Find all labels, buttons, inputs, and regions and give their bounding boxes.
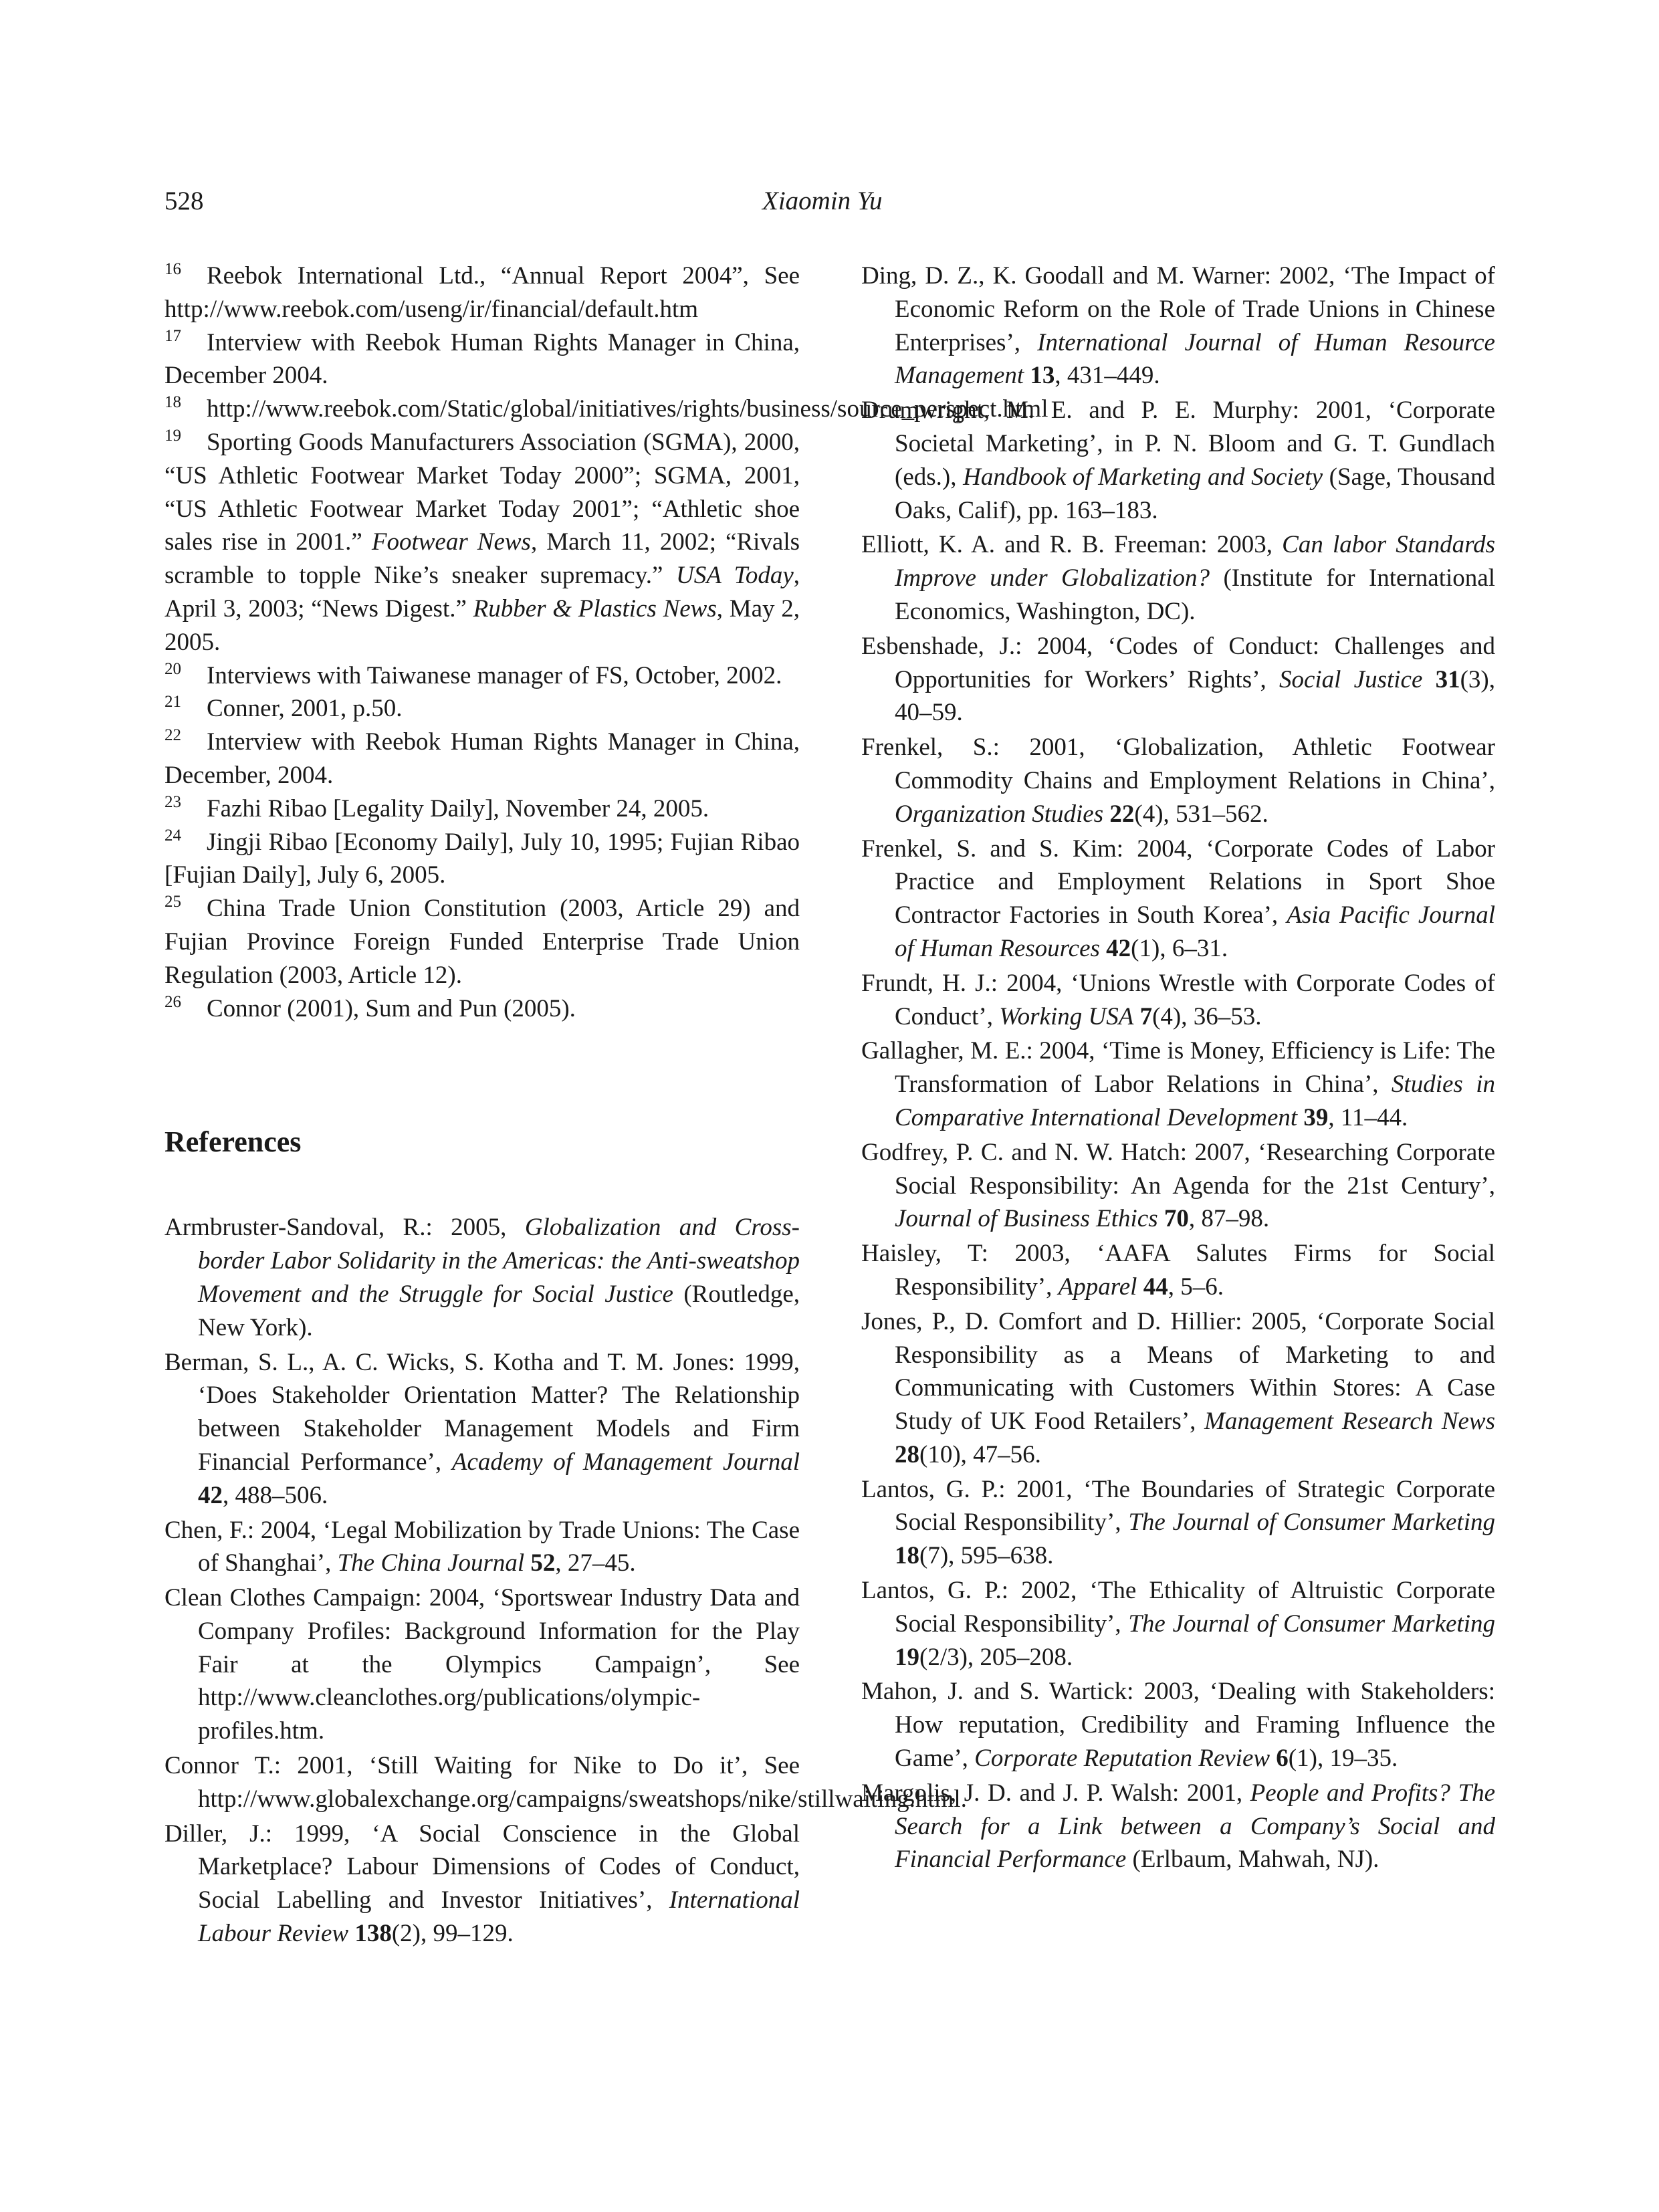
text-span: Esbenshade, J.: 2004, ‘Codes of Conduct: Challenges and Opportunities for Workers’ Rights’, <box>861 632 1495 693</box>
text-span: (1), 6–31. <box>1131 934 1228 962</box>
italic-title: The China Journal <box>337 1549 525 1577</box>
endnote-number: 19 <box>164 426 181 445</box>
volume-number: 138 <box>354 1920 392 1948</box>
italic-title: Organization Studies <box>895 800 1104 828</box>
volume-number: 18 <box>895 1542 919 1570</box>
volume-number: 39 <box>1303 1103 1329 1131</box>
reference-entry <box>861 1473 1495 1573</box>
text-span: Margolis, J. D. and J. P. Walsh: 2001, <box>861 1779 1250 1807</box>
text-span <box>1422 666 1435 693</box>
italic-title: Management Research News <box>1204 1408 1495 1436</box>
endnote <box>164 326 800 393</box>
text-span: (7), 595–638. <box>919 1542 1054 1570</box>
right-column <box>861 259 1495 1878</box>
reference-entry <box>164 1211 800 1344</box>
text-span: , April 3, 2003; “News Digest.” <box>164 562 800 623</box>
text-span: Connor T.: 2001, ‘Still Waiting for Nike to Do it’, See http://www.globalexchange.org/campaigns/sweatshops/nike/stillwaiting.html. <box>164 1752 967 1813</box>
endnote <box>164 426 800 659</box>
endnote-number: 26 <box>164 992 181 1011</box>
text-span: (2/3), 205–208. <box>919 1643 1073 1671</box>
text-span: , 431–449. <box>1055 362 1160 390</box>
text-span: Clean Clothes Campaign: 2004, ‘Sportswear Industry Data and Company Profiles: Background Information for the Play Fair at the Olympics Campaign’, See http://www.cleanclothes.org/publications/olympic-profiles.htm. <box>164 1584 800 1745</box>
italic-title: Apparel <box>1058 1273 1137 1301</box>
reference-entry <box>861 1574 1495 1674</box>
volume-number: 70 <box>1164 1205 1189 1233</box>
reference-entry <box>164 1581 800 1748</box>
volume-number: 6 <box>1276 1745 1289 1773</box>
reference-entry <box>861 1777 1495 1876</box>
reference-entry <box>164 1749 967 1816</box>
endnote <box>164 992 800 1026</box>
reference-entry <box>164 1817 800 1951</box>
reference-entry <box>861 967 1495 1034</box>
reference-entry <box>164 1514 800 1581</box>
text-span: Frundt, H. J.: 2004, ‘Unions Wrestle with Corporate Codes of Conduct’, <box>861 969 1495 1030</box>
text-span: (3), 40–59. <box>895 665 1495 727</box>
reference-entry <box>861 528 1495 628</box>
volume-number: 13 <box>1030 362 1055 390</box>
endnote-text: Connor (2001), Sum and Pun (2005). <box>207 994 576 1022</box>
text-span: Frenkel, S. and S. Kim: 2004, ‘Corporate Codes of Labor Practice and Employment Relations in Sport Shoe Contractor Factories in South Korea’, <box>861 835 1495 929</box>
text-span: (Erlbaum, Mahwah, NJ). <box>1126 1846 1379 1874</box>
endnote-text: China Trade Union Constitution (2003, Article 29) and Fujian Province Foreign Funded Enterprise Trade Union Regulation (2003, Article 12). <box>164 895 800 989</box>
text-span: (4), 36–53. <box>1152 1002 1262 1030</box>
endnote-number: 23 <box>164 792 181 811</box>
volume-number: 22 <box>1109 800 1135 828</box>
text-span: (2), 99–129. <box>391 1920 514 1948</box>
italic-title: International Journal of Human Resource Management <box>895 328 1495 390</box>
text-span: (Sage, Thousand Oaks, Calif), pp. 163–183. <box>895 463 1496 524</box>
text-span <box>1133 1003 1139 1030</box>
endnote-text: Interview with Reebok Human Rights Manager in China, December, 2004. <box>164 728 800 789</box>
italic-title: USA Today <box>675 562 794 590</box>
endnote-number: 20 <box>164 659 181 678</box>
reference-entry <box>861 1034 1495 1134</box>
endnote <box>164 892 800 992</box>
text-span: , 11–44. <box>1328 1103 1408 1131</box>
endnote <box>164 692 800 726</box>
reference-entry <box>861 259 1495 393</box>
endnote <box>164 826 800 893</box>
endnote <box>164 393 1048 426</box>
italic-title: Rubber & Plastics News <box>473 594 717 623</box>
references-heading: References <box>164 1125 302 1159</box>
reference-entry <box>861 833 1495 966</box>
reference-entry <box>861 731 1495 831</box>
italic-title: Handbook of Marketing and Society <box>963 463 1323 491</box>
italic-title: International Labour Review <box>198 1886 800 1948</box>
endnote <box>164 726 800 792</box>
text-span: Gallagher, M. E.: 2004, ‘Time is Money, Efficiency is Life: The Transformation of Labor Relations in China’, <box>861 1037 1495 1099</box>
text-span: (10), 47–56. <box>919 1440 1041 1468</box>
italic-title: Globalization and Cross-border Labor Solidarity in the Americas: the Anti-sweatshop Movement and the Struggle for Social Justice <box>198 1214 800 1308</box>
volume-number: 42 <box>198 1481 223 1509</box>
italic-title: Journal of Business Ethics <box>895 1205 1158 1233</box>
endnote-number: 16 <box>164 260 181 278</box>
endnote-number: 22 <box>164 726 181 745</box>
endnote-text: Reebok International Ltd., “Annual Report 2004”, See http://www.reebok.com/useng/ir/financial/default.htm <box>164 262 800 323</box>
italic-title: Footwear News <box>371 528 531 556</box>
endnote-number: 24 <box>164 826 181 845</box>
italic-title: Academy of Management Journal <box>451 1448 800 1476</box>
endnote-text: Fazhi Ribao [Legality Daily], November 24, 2005. <box>207 794 709 822</box>
reference-entry <box>861 1136 1495 1236</box>
text-span: (Routledge, New York). <box>198 1280 800 1341</box>
text-span: (Institute for International Economics, Washington, DC). <box>895 564 1495 625</box>
endnote-text: Conner, 2001, p.50. <box>207 695 403 723</box>
text-span: (4), 531–562. <box>1134 800 1268 828</box>
text-span <box>1100 935 1106 962</box>
text-span: Mahon, J. and S. Wartick: 2003, ‘Dealing with Stakeholders: How reputation, Credibility and Framing Influence the Game’, <box>861 1678 1495 1773</box>
text-span: Drumwright, M. E. and P. E. Murphy: 2001, ‘Corporate Societal Marketing’, in P. N. Bloom and G. T. Gundlach (eds.), <box>861 397 1495 491</box>
text-span <box>348 1920 354 1947</box>
volume-number: 31 <box>1435 665 1460 693</box>
reference-entry <box>164 1346 800 1513</box>
text-span: , 5–6. <box>1168 1273 1224 1301</box>
italic-title: The Journal of Consumer Marketing <box>1128 1509 1495 1537</box>
endnote <box>164 259 800 326</box>
volume-number: 52 <box>530 1549 556 1577</box>
text-span: Frenkel, S.: 2001, ‘Globalization, Athletic Footwear Commodity Chains and Employment Relations in China’, <box>861 734 1495 794</box>
text-span: Sporting Goods Manufacturers Association (SGMA), 2000, “US Athletic Footwear Market Today 2000”; SGMA, 2001, “US Athletic Footwear Market Today 2001”; “Athletic shoe sales rise in 2001.” <box>164 428 800 556</box>
text-span: , May 2, 2005. <box>164 594 800 656</box>
italic-title: Social Justice <box>1279 665 1423 693</box>
endnote-number: 21 <box>164 693 181 711</box>
running-head-author: Xiaomin Yu <box>762 187 883 215</box>
volume-number: 7 <box>1139 1002 1153 1030</box>
text-span: Haisley, T: 2003, ‘AAFA Salutes Firms for Social Responsibility’, <box>861 1240 1495 1301</box>
text-span: , 488–506. <box>223 1481 328 1509</box>
reference-entry <box>861 1237 1495 1304</box>
endnote-number: 17 <box>164 326 181 345</box>
text-span: Godfrey, P. C. and N. W. Hatch: 2007, ‘Researching Corporate Social Responsibility: An Agenda for the 21st Century’, <box>861 1138 1495 1200</box>
endnote-text: Interviews with Taiwanese manager of FS, October, 2002. <box>207 661 782 689</box>
volume-number: 44 <box>1143 1273 1168 1301</box>
endnote-number: 25 <box>164 893 181 911</box>
text-span: , 27–45. <box>555 1549 636 1577</box>
text-span: Diller, J.: 1999, ‘A Social Conscience in the Global Marketplace? Labour Dimensions of Codes of Conduct, Social Labelling and Investor Initiatives’, <box>164 1819 800 1914</box>
text-span: Armbruster-Sandoval, R.: 2005, <box>164 1214 525 1242</box>
text-span: Ding, D. Z., K. Goodall and M. Warner: 2002, ‘The Impact of Economic Reform on the Role of Trade Unions in Chinese Enterprises’, <box>861 262 1495 356</box>
text-span <box>1103 800 1109 828</box>
italic-title: The Journal of Consumer Marketing <box>1128 1610 1495 1638</box>
endnote <box>164 792 800 826</box>
volume-number: 19 <box>895 1643 919 1671</box>
references-list-right <box>861 259 1495 1876</box>
italic-title: Studies in Comparative International Development <box>895 1071 1495 1131</box>
text-span: Jones, P., D. Comfort and D. Hillier: 2005, ‘Corporate Social Responsibility as a Means of Marketing to and Communicating with Customers Within Stores: A Case Study of UK Food Retailers’, <box>861 1307 1495 1436</box>
page-number: 528 <box>164 187 204 215</box>
volume-number: 28 <box>895 1440 919 1468</box>
text-span <box>1137 1273 1143 1301</box>
italic-title: Working USA <box>999 1002 1134 1030</box>
endnote <box>164 659 800 693</box>
italic-title: Asia Pacific Journal of Human Resources <box>895 901 1495 962</box>
text-span: Elliott, K. A. and R. B. Freeman: 2003, <box>861 531 1283 559</box>
reference-entry <box>861 1675 1495 1775</box>
volume-number: 42 <box>1106 934 1131 962</box>
reference-entry <box>861 630 1495 730</box>
reference-entry <box>861 1305 1495 1472</box>
text-span: (1), 19–35. <box>1288 1745 1398 1773</box>
text-span: Lantos, G. P.: 2002, ‘The Ethicality of Altruistic Corporate Social Responsibility’, <box>861 1577 1495 1638</box>
text-span <box>1158 1205 1164 1232</box>
italic-title: Corporate Reputation Review <box>974 1745 1270 1773</box>
endnote-text: http://www.reebok.com/Static/global/initiatives/rights/business/source_perspect.html <box>207 395 1048 423</box>
italic-title: People and Profits? The Search for a Link between a Company’s Social and Financial Performance <box>895 1779 1496 1874</box>
text-span: , March 11, 2002; “Rivals scramble to topple Nike’s sneaker supremacy.” <box>164 528 800 590</box>
reference-entry <box>861 394 1495 527</box>
endnote-number: 18 <box>164 393 181 412</box>
endnote-text: Interview with Reebok Human Rights Manager in China, December 2004. <box>164 328 800 390</box>
text-span: Berman, S. L., A. C. Wicks, S. Kotha and T. M. Jones: 1999, ‘Does Stakeholder Orientation Matter? The Relationship between Stakeholder Management Models and Firm Financial Performance’, <box>164 1348 800 1476</box>
text-span: Chen, F.: 2004, ‘Legal Mobilization by Trade Unions: The Case of Shanghai’, <box>164 1516 800 1577</box>
italic-title: Can labor Standards Improve under Globalization? <box>895 531 1496 592</box>
endnote-text: Jingji Ribao [Economy Daily], July 10, 1995; Fujian Ribao [Fujian Daily], July 6, 2005. <box>164 828 800 889</box>
text-span: , 87–98. <box>1188 1205 1270 1233</box>
text-span: Lantos, G. P.: 2001, ‘The Boundaries of Strategic Corporate Social Responsibility’, <box>861 1475 1495 1537</box>
text-span <box>1270 1745 1276 1772</box>
